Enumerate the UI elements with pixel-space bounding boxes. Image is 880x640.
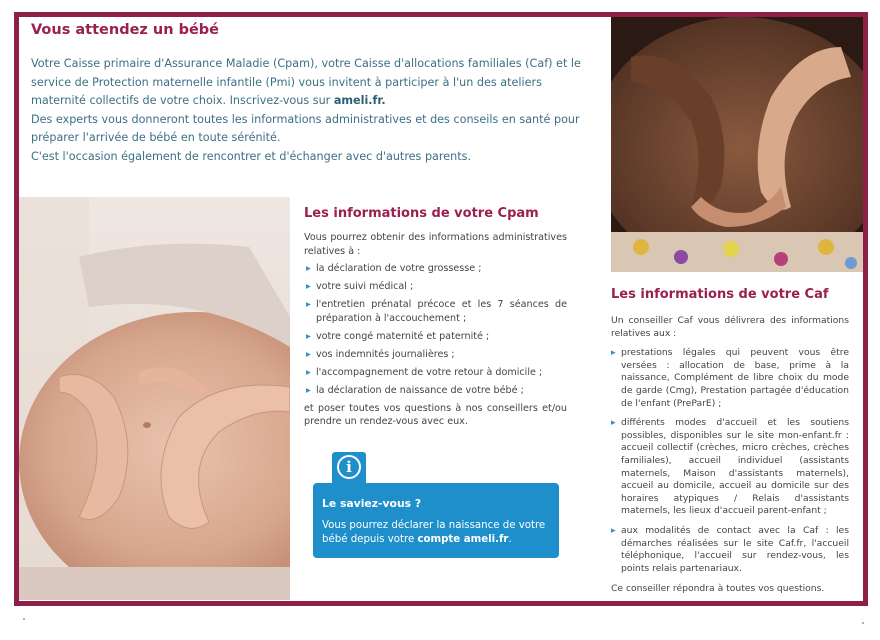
ameli-account-link[interactable]: compte ameli.fr <box>417 533 509 545</box>
caf-section-title: Les informations de votre Caf <box>611 287 829 302</box>
caf-list <box>611 347 849 575</box>
caf-item: ▸ différents modes d'accueil et les soutiens possibles, disponibles sur le site mon-enfant.fr : accueil collectif (crèches, micro crèches, crèches familiales), accueil individuel (assistants maternels, Maison d'assistants maternels), accueil au domicile, accueil au domicile sur des horaires atypiques / Relais d'assistants maternels, les lieux d'accueil parent-enfant ; <box>611 417 849 518</box>
cpam-item: ▸ l'entretien prénatal précoce et les 7 séances de préparation à l'accouchement ; <box>304 298 567 325</box>
caf-item: ▸ prestations légales qui peuvent vous être versées : allocation de base, prime à la naissance, Complément de libre choix du mode de garde (Cmg), Prestation partagée d'éducation de l'enfant (PreParE) ; <box>611 347 849 410</box>
intro-p1-text: Votre Caisse primaire d'Assurance Maladie (Cpam), votre Caisse d'allocations familiales (Caf) et le service de Protection maternelle infantile (Pmi) vous invitent à participer à l'un des ateliers maternité collectifs de votre choix. Inscrivez-vous sur <box>31 57 581 108</box>
intro-paragraph-2: Des experts vous donneront toutes les informations administratives et des conseils en santé pour préparer l'arrivée de bébé en toute sérénité. <box>31 112 580 145</box>
info-text-end: . <box>508 533 512 545</box>
caf-intro: Un conseiller Caf vous délivrera des informations relatives aux : <box>611 315 849 339</box>
ameli-link[interactable]: ameli.fr. <box>333 94 386 108</box>
scan-speck <box>23 618 25 620</box>
couple-hands-photo <box>611 17 863 272</box>
cpam-section <box>304 231 567 429</box>
cpam-item: ▸ vos indemnités journalières ; <box>304 348 567 362</box>
info-heading: Le saviez-vous ? <box>322 497 422 510</box>
pregnant-belly-photo <box>19 197 290 600</box>
caf-section <box>611 315 849 596</box>
caf-outro: Ce conseiller répondra à toutes vos questions. <box>611 583 825 595</box>
cpam-list <box>304 262 567 397</box>
did-you-know-box <box>313 483 559 558</box>
caf-item: ▸ aux modalités de contact avec la Caf : les démarches réalisées sur le site Caf.fr, l'accueil téléphonique, l'accueil sur rendez-vous, les points relais partenariaux. <box>611 525 849 575</box>
intro-paragraph-1 <box>31 55 591 111</box>
cpam-item: ▸ l'accompagnement de votre retour à domicile ; <box>304 366 567 380</box>
scan-speck <box>862 622 864 624</box>
info-text-body: Vous pourrez déclarer la naissance de votre bébé depuis votre <box>322 520 546 545</box>
cpam-item: ▸ la déclaration de naissance de votre bébé ; <box>304 384 567 398</box>
intro-title: Vous attendez un bébé <box>31 22 220 38</box>
intro-text <box>31 55 591 167</box>
info-icon: i <box>337 455 361 479</box>
cpam-section-title: Les informations de votre Cpam <box>304 206 539 221</box>
cpam-intro: Vous pourrez obtenir des informations administratives relatives à : <box>304 232 567 257</box>
info-text <box>322 519 554 547</box>
cpam-outro: et poser toutes vos questions à nos conseillers et/ou prendre un rendez-vous avec eux. <box>304 402 567 428</box>
intro-paragraph-3: C'est l'occasion également de rencontrer et d'échanger avec d'autres parents. <box>31 149 471 163</box>
cpam-item: ▸ votre suivi médical ; <box>304 280 567 294</box>
cpam-item: ▸ votre congé maternité et paternité ; <box>304 330 567 344</box>
cpam-item: ▸ la déclaration de votre grossesse ; <box>304 262 567 276</box>
